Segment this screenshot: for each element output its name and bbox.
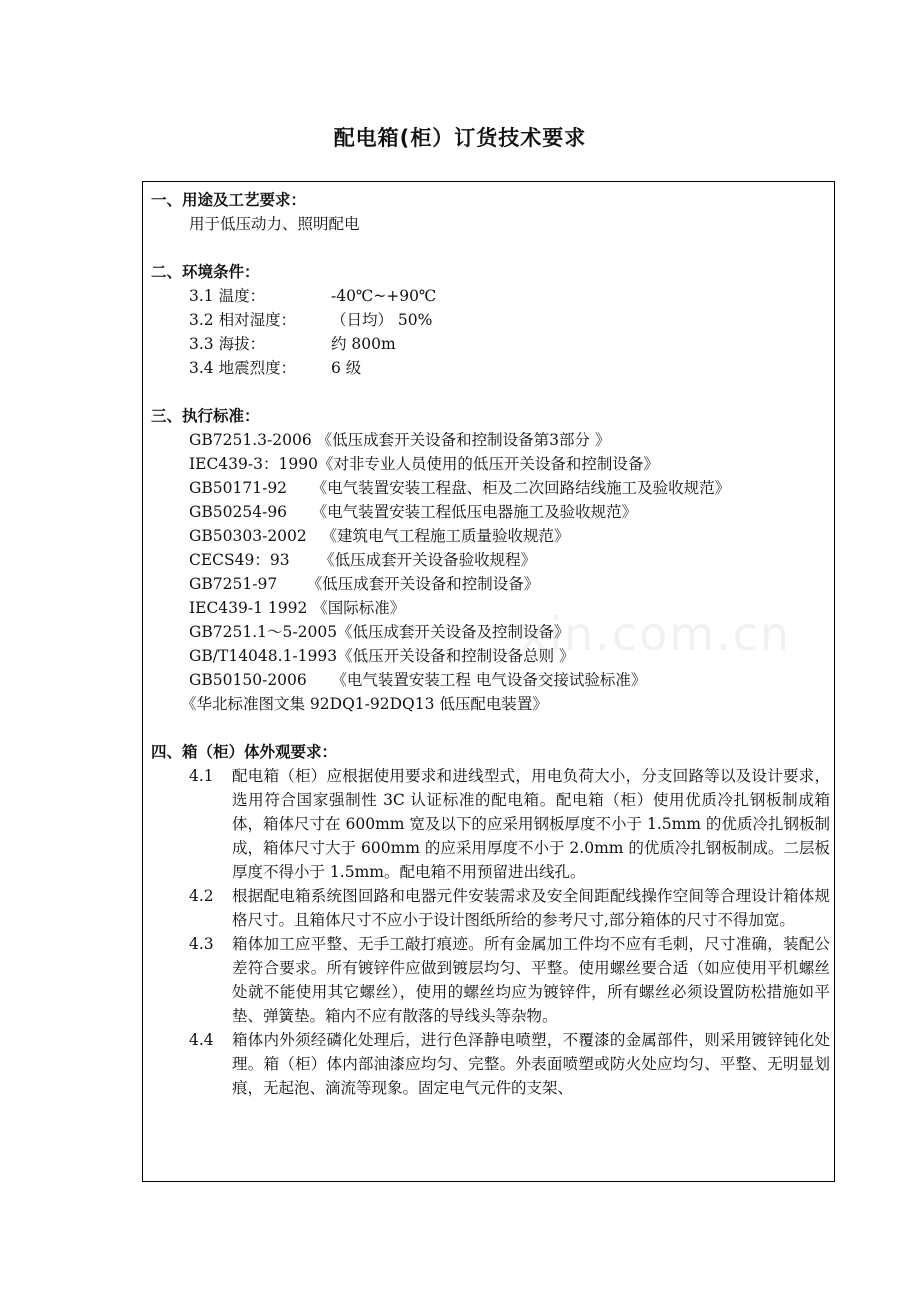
paragraph-text: 根据配电箱系统图回路和电器元件安装需求及安全间距配线操作空间等合理设计箱体规格尺寸。且箱体尺寸不应小于设计图纸所给的参考尺寸,部分箱体的尺寸不得加宽。	[232, 887, 830, 929]
standard-line: GB50171-92 《电气装置安装工程盘、柜及二次回路结线施工及验收规范》	[189, 479, 731, 497]
env-item	[151, 356, 830, 380]
env-item-key: 3.4 地震烈度：	[189, 359, 297, 377]
page-title: 配电箱(柜）订货技术要求	[333, 126, 587, 150]
requirement-paragraph	[151, 932, 830, 1028]
paragraph-number: 4.4	[189, 1031, 214, 1049]
section-environment	[151, 260, 830, 380]
env-item-value: 约 800m	[331, 335, 396, 353]
paragraph-number: 4.2	[189, 887, 214, 905]
section-heading: 三、执行标准：	[151, 407, 260, 425]
section-heading: 一、用途及工艺要求：	[151, 191, 307, 209]
env-item-key: 3.1 温度：	[189, 287, 266, 305]
standard-line: GB50254-96 《电气装置安装工程低压电器施工及验收规范》	[189, 503, 638, 521]
requirement-paragraph	[151, 764, 830, 884]
section-standards	[151, 404, 830, 716]
standard-line: 《华北标准图文集 92DQ1-92DQ13 低压配电装置》	[181, 695, 548, 713]
section-usage	[151, 188, 830, 236]
standard-line: GB50150-2006 《电气装置安装工程 电气设备交接试验标准》	[189, 671, 647, 689]
env-item-key: 3.3 海拔：	[189, 335, 266, 353]
standard-line: GB/T14048.1-1993《低压开关设备和控制设备总则 》	[189, 647, 575, 665]
env-item-value: -40℃~+90℃	[331, 287, 437, 305]
env-item-value: （日均） 50%	[331, 311, 433, 329]
standard-line: GB7251-97 《低压成套开关设备和控制设备》	[189, 575, 540, 593]
paragraph-number: 4.3	[189, 935, 214, 953]
paragraph-text: 箱体内外须经磷化处理后，进行色泽静电喷塑，不覆漆的金属部件，则采用镀锌钝化处理。箱（柜）体内部油漆应均匀、完整。外表面喷塑或防火处应均匀、平整、无明显划痕，无起泡、滴流等现象。固定电气元件的支架、	[232, 1031, 830, 1097]
requirements-table	[142, 181, 835, 1182]
standard-line: GB7251.1～5-2005《低压成套开关设备及控制设备》	[189, 623, 570, 641]
requirement-paragraph	[151, 884, 830, 932]
standard-line: GB50303-2002 《建筑电气工程施工质量验收规范》	[189, 527, 570, 545]
paragraph-text: 配电箱（柜）应根据使用要求和进线型式，用电负荷大小，分支回路等以及设计要求，选用符合国家强制性 3C 认证标准的配电箱。配电箱（柜）使用优质冷扎钢板制成箱体，箱体尺寸在 600mm 宽及以下的应采用钢板厚度不小于 1.5mm 的优质冷扎钢板制成，箱体尺寸大于 600mm 的应采用厚度不小于 2.0mm 的优质冷扎钢板制成。二层板厚度不得小于 1.5mm。配电箱不用预留进出线孔。	[232, 767, 830, 881]
env-item	[151, 284, 830, 308]
standard-line: GB7251.3-2006 《低压成套开关设备和控制设备第3部分 》	[189, 431, 611, 449]
standard-line: CECS49：93 《低压成套开关设备验收规程》	[189, 551, 537, 569]
standard-line: IEC439-1 1992 《国际标准》	[189, 599, 406, 617]
paragraph-text: 箱体加工应平整、无手工敲打痕迹。所有金属加工件均不应有毛刺，尺寸准确，装配公差符合要求。所有镀锌件应做到镀层均匀、平整。使用螺丝要合适（如应使用平机螺丝处就不能使用其它螺丝），使用的螺丝均应为镀锌件，所有螺丝必须设置防松措施如平垫、弹簧垫。箱内不应有散落的导线头等杂物。	[232, 935, 830, 1025]
text-line: 用于低压动力、照明配电	[189, 215, 360, 233]
env-item	[151, 332, 830, 356]
requirement-paragraph	[151, 1028, 830, 1100]
env-item	[151, 308, 830, 332]
env-item-value: 6 级	[331, 359, 362, 377]
env-item-key: 3.2 相对湿度：	[189, 311, 297, 329]
paragraph-number: 4.1	[189, 767, 214, 785]
requirements-content	[151, 188, 830, 1100]
section-appearance	[151, 740, 830, 1100]
section-heading: 四、箱（柜）体外观要求：	[151, 743, 338, 761]
watermark: xin.com.cn	[520, 607, 792, 661]
standard-line: IEC439-3：1990《对非专业人员使用的低压开关设备和控制设备》	[189, 455, 659, 473]
section-heading: 二、环境条件：	[151, 263, 260, 281]
